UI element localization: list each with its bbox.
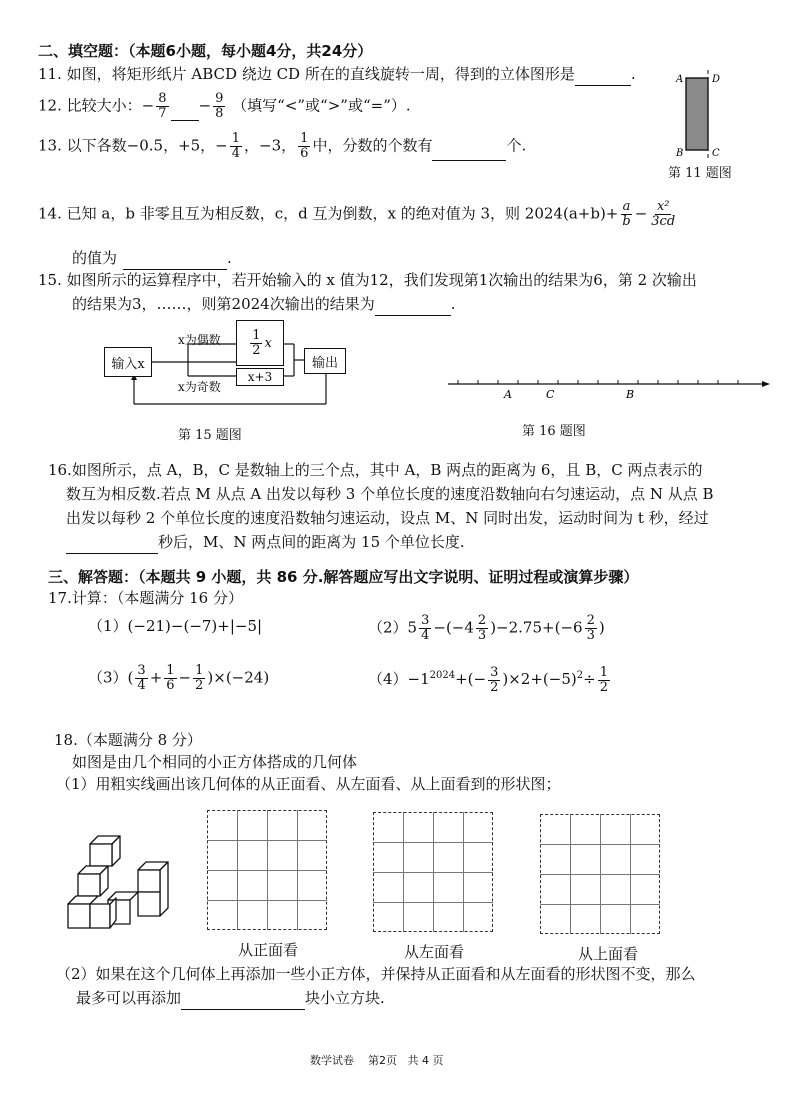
- axis-label-b: B: [626, 388, 635, 401]
- q18-intro: 如图是由几个相同的小正方体搭成的几何体: [72, 753, 358, 771]
- q15-text-1: 如图所示的运算程序中，若开始输入的 x 值为12，我们发现第1次输出的结果为6，第 2 次输出: [66, 271, 697, 289]
- q17-part-1: （1）(−21)−(−7)+|−5|: [88, 617, 263, 635]
- front-view-label: 从正面看: [238, 941, 299, 959]
- q18-answer-blank[interactable]: [181, 993, 305, 1010]
- q13-post: 中，分数的个数有: [312, 136, 433, 155]
- q16-answer-blank[interactable]: [66, 537, 158, 554]
- label-a: A: [676, 74, 684, 85]
- q12-fraction-1: $\frac{8}{7}$: [158, 91, 167, 121]
- left-view-label: 从左面看: [404, 943, 465, 961]
- q12-fraction-2: $\frac{9}{8}$: [215, 91, 224, 121]
- q16-line-4: [66, 530, 465, 554]
- q14-minus: −: [634, 204, 648, 223]
- q18-part-2-end: 块小立方块.: [305, 989, 385, 1007]
- q16-text-2: 数互为相反数.若点 M 从点 A 出发以每秒 3 个单位长度的速度沿数轴向右匀速运动，点 N 从点 B: [66, 485, 714, 503]
- q15-figure-caption: 第 15 题图: [178, 428, 242, 443]
- flow-half-var: x: [264, 335, 272, 351]
- label-d: D: [712, 74, 721, 85]
- flow-plus3-box: x+3: [236, 368, 284, 386]
- page-footer: [310, 1052, 444, 1068]
- q16-figure-caption: 第 16 题图: [522, 424, 586, 439]
- question-13: [38, 132, 526, 161]
- question-11: [38, 62, 636, 86]
- q14-text: 已知 a，b 非零且互为相反数，c，d 互为倒数，x 的绝对值为 3，则 2024(a+b)+: [66, 204, 619, 223]
- footer-page: 第2页: [368, 1054, 397, 1067]
- q18-part-2-line-1: （2）如果在这个几何体上再添加一些小正方体，并保持从正面看和从左面看的形状图不变，那么: [56, 965, 696, 983]
- q18-title: 18.（本题满分 8 分）: [54, 731, 202, 749]
- flow-odd-label: x为奇数: [178, 380, 221, 394]
- section-2-heading: 二、填空题：（本题6小题，每小题4分，共24分）: [38, 42, 373, 60]
- q12-number: 12.: [38, 96, 62, 115]
- q15-text-2: 的结果为3，……，则第2024次输出的结果为: [72, 295, 375, 313]
- q17-part-3: （3）( $\frac{3}{4}$ + $\frac{1}{6}$ − $\frac{1}{2}$ )×(−24): [88, 663, 270, 693]
- q12-hint: （填写“<”或“>”或“=”）.: [232, 96, 411, 115]
- footer-total: 共 4 页: [407, 1054, 444, 1067]
- q13-prefix: 以下各数−0.5，+5，−: [66, 136, 228, 155]
- q12-answer-blank[interactable]: [171, 104, 199, 121]
- q14-fraction-x2-3cd: $\frac{\text{x²}}{3cd}$: [651, 199, 676, 229]
- q14-end: .: [227, 249, 232, 267]
- q13-fraction-2: $\frac{1}{6}$: [300, 131, 309, 161]
- question-14: [38, 200, 679, 229]
- flow-even-label: x为偶数: [178, 333, 221, 347]
- q17-part-2: （2）5 $\frac{3}{4}$ −(−4 $\frac{2}{3}$ )−2.75+(−6 $\frac{2}{3}$ ): [368, 613, 605, 643]
- rectangle-abcd: [686, 78, 708, 150]
- flow-half-box: [236, 320, 284, 366]
- left-view-grid[interactable]: [373, 812, 493, 932]
- question-16-line-1: [48, 458, 702, 482]
- axis-label-c: C: [546, 388, 555, 401]
- flow-half-fraction: $\frac{1}{2}$: [252, 327, 261, 358]
- q13-mid: ，−3，: [244, 136, 297, 155]
- axis-label-a: A: [504, 388, 512, 401]
- front-view-grid[interactable]: [207, 810, 327, 930]
- q11-figure: [670, 68, 730, 160]
- footer-subject: 数学试卷: [310, 1054, 354, 1067]
- q16-text-4: 秒后，M、N 两点间的距离为 15 个单位长度.: [158, 533, 465, 551]
- q15-number: 15.: [38, 271, 62, 289]
- q17-title: 17.计算：（本题满分 16 分）: [48, 589, 243, 607]
- question-15-line-2: [72, 292, 456, 316]
- flow-input-box: 输入x: [104, 347, 152, 377]
- q14-number: 14.: [38, 204, 62, 223]
- q13-fraction-1: $\frac{1}{4}$: [231, 131, 241, 161]
- q11-answer-blank[interactable]: [575, 69, 631, 86]
- q13-answer-blank[interactable]: [432, 144, 506, 161]
- q11-text: 如图，将矩形纸片 ABCD 绕边 CD 所在的直线旋转一周，得到的立体图形是: [66, 65, 575, 83]
- q11-number: 11.: [38, 65, 62, 83]
- q17-part-4: $(4)-1^{2024}+(-$ $\frac{3}{2}$ )$\times 2+(-5)^2\div$ $\frac{1}{2}$: [368, 664, 608, 695]
- q14-value-label: 的值为: [72, 249, 118, 267]
- q11-end: .: [630, 65, 636, 83]
- q18-cube-stack-figure: [64, 828, 184, 940]
- q11-figure-caption: 第 11 题图: [668, 166, 732, 181]
- q18-part-1: （1）用粗实线画出该几何体的从正面看、从左面看、从上面看到的形状图；: [56, 775, 561, 793]
- q16-number: 16.: [48, 461, 72, 479]
- question-12: 12. 比较大小：− $\frac{8}{7}$ − $\frac{9}{8}$ （填写“<”或“>”或“=”）.: [38, 91, 411, 121]
- top-view-label: 从上面看: [578, 945, 639, 963]
- flow-output-box: 输出: [304, 348, 346, 374]
- q15-answer-blank[interactable]: [375, 299, 451, 316]
- q16-text-3: 出发以每秒 2 个单位长度的速度沿数轴匀速运动，设点 M、N 同时出发，运动时间为 t 秒，经过: [66, 509, 709, 527]
- q13-number: 13.: [38, 136, 62, 155]
- q14-line-2: [72, 246, 232, 270]
- q14-fraction-a-b: $\frac{a}{b}$: [622, 199, 631, 229]
- q12-prefix: 比较大小：: [66, 96, 142, 115]
- q16-text-1: 如图所示，点 A，B，C 是数轴上的三个点，其中 A，B 两点的距离为 6，且 B，C 两点表示的: [71, 461, 703, 479]
- q18-part-2-text: 最多可以再添加: [76, 989, 182, 1007]
- label-c: C: [712, 148, 720, 159]
- top-view-grid[interactable]: [540, 814, 660, 934]
- label-b: B: [676, 148, 684, 159]
- section-3-heading: 三、解答题：（本题共 9 小题，共 86 分.解答题应写出文字说明、证明过程或演算步骤）: [48, 568, 639, 586]
- q18-part-2-line-2: [76, 986, 385, 1010]
- q13-end: 个.: [506, 136, 527, 155]
- q16-number-line: [444, 374, 774, 404]
- q15-end: .: [450, 295, 456, 313]
- question-15-line-1: [38, 268, 697, 292]
